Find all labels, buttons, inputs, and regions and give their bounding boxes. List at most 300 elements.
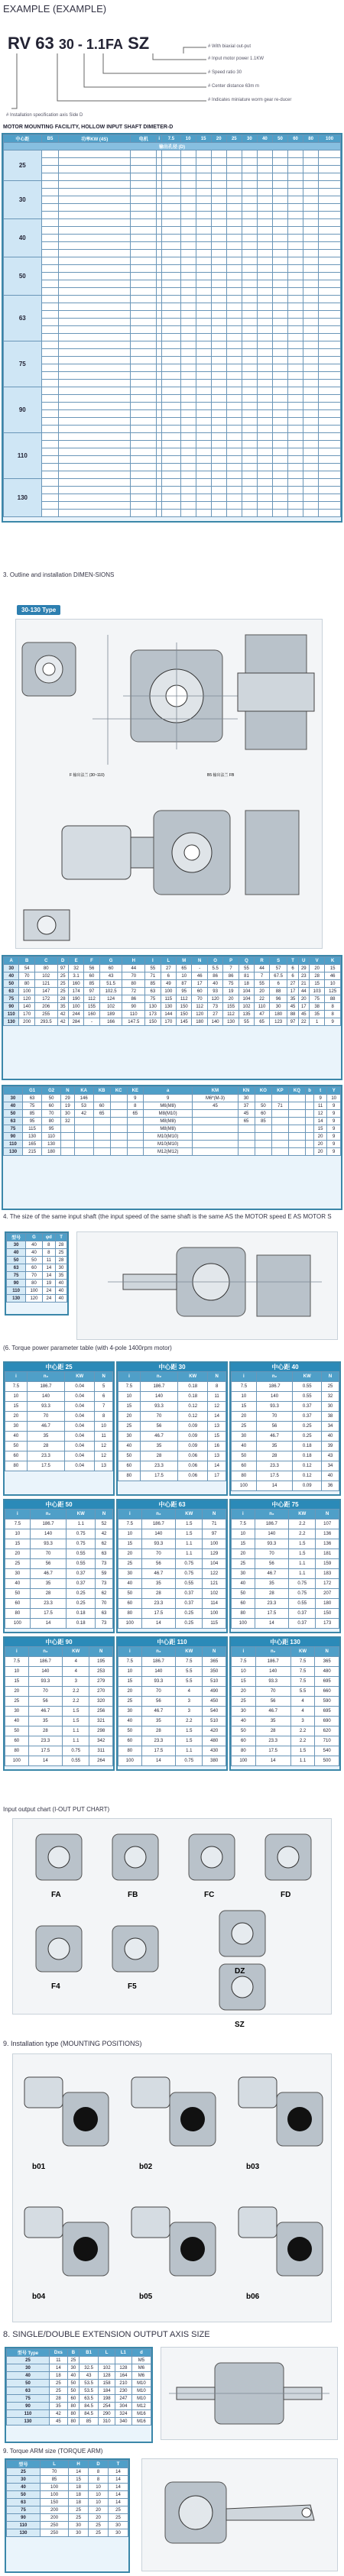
flange-cell: 14 — [313, 1118, 326, 1125]
torque-cell: 450 — [203, 1697, 226, 1707]
dims-cell: 71 — [145, 972, 161, 980]
dims-cell: 190 — [68, 995, 83, 1003]
table-row — [4, 280, 341, 288]
table-row — [5, 1402, 113, 1412]
motor-cell — [59, 196, 131, 204]
dims-cell: 110 — [255, 1003, 270, 1011]
input-cell: 70 — [26, 1272, 42, 1280]
table-row — [118, 1727, 226, 1736]
torque-header-row — [5, 1510, 113, 1519]
motor-cell — [59, 250, 131, 257]
table-row — [4, 510, 341, 517]
motor-cell — [59, 311, 131, 319]
torque-cell: 186.7 — [256, 1382, 293, 1392]
dims-cell: 144 — [161, 1011, 176, 1018]
motor-cell — [211, 510, 226, 517]
motor-cell — [157, 319, 162, 326]
motor-cell — [288, 357, 303, 364]
motor-cell — [157, 418, 162, 426]
torque-cell: 1.1 — [176, 1539, 203, 1549]
motor-cell — [303, 242, 319, 250]
table-row — [4, 235, 341, 242]
table-row — [7, 1249, 67, 1257]
torque-cell: 14 — [30, 1619, 67, 1629]
motor-cell — [257, 426, 272, 433]
table-row — [118, 1579, 226, 1589]
torque-cell: 10 — [5, 1392, 28, 1402]
motor-cell — [288, 319, 303, 326]
motor-cell — [162, 158, 180, 166]
flange-cell: M10(M10) — [143, 1141, 192, 1148]
input-cell: 28 — [56, 1257, 67, 1264]
torque-cell: 46.7 — [255, 1707, 290, 1717]
table-row — [4, 464, 341, 471]
io-chart-drawings — [12, 1818, 332, 2029]
table-row — [7, 1287, 67, 1295]
flange-cell: 165 — [23, 1141, 42, 1148]
torque-cell: 0.75 — [176, 1569, 203, 1579]
torque-cell: 2.2 — [63, 1687, 89, 1697]
motor-cell — [196, 372, 211, 380]
motor-cell — [288, 242, 303, 250]
motor-cell — [272, 326, 287, 334]
arm-cell: 30 — [69, 2522, 89, 2529]
table-row — [4, 403, 341, 410]
ext-cell: 32.5 — [80, 2364, 99, 2372]
torque-header: n₂ — [140, 1372, 177, 1382]
table-row — [7, 2380, 151, 2387]
motor-cell — [272, 212, 287, 219]
torque-cell: 8 — [95, 1412, 113, 1422]
ext-cell: 198 — [99, 2395, 115, 2403]
torque-cell: 279 — [89, 1677, 113, 1687]
motor-cell — [211, 387, 226, 395]
torque-cell: 35 — [27, 1432, 64, 1442]
table-row — [4, 380, 341, 387]
dims-cell: 25 — [57, 972, 68, 980]
torque-cell: 23.3 — [141, 1599, 176, 1609]
torque-cell: 660 — [315, 1687, 339, 1697]
motor-cell — [303, 410, 319, 418]
table-row — [4, 456, 341, 464]
torque-cell: 46.7 — [256, 1432, 293, 1442]
io-label: SZ — [235, 2021, 245, 2029]
motor-cell — [288, 189, 303, 196]
flange-cell: 42 — [74, 1110, 93, 1118]
torque-cell: 0.04 — [65, 1432, 95, 1442]
input-cell: 110 — [7, 1287, 26, 1295]
motor-cell — [131, 471, 157, 479]
motor-cell — [131, 158, 157, 166]
torque-cell: 20 — [118, 1687, 142, 1697]
table-row — [4, 387, 341, 395]
dims-cell: 145 — [177, 1018, 192, 1026]
torque-cell: 140 — [255, 1529, 289, 1539]
arm-cell: 250 — [40, 2529, 68, 2537]
ext-cell: 230 — [115, 2387, 131, 2395]
motor-cell — [180, 471, 196, 479]
motor-cell — [288, 296, 303, 303]
motor-cell — [257, 433, 272, 441]
ext-cell: 84.5 — [80, 2410, 99, 2418]
motor-cell — [211, 288, 226, 296]
table-row — [118, 1736, 226, 1746]
torque-cell: 186.7 — [141, 1519, 176, 1529]
torque-cell: 70 — [28, 1687, 63, 1697]
motor-cell — [242, 257, 257, 265]
torque-cell: 140 — [27, 1392, 64, 1402]
torque-cell: 183 — [316, 1569, 339, 1579]
torque-cell: 46.7 — [255, 1569, 289, 1579]
torque-header-row — [232, 1647, 339, 1657]
flange-cell — [110, 1102, 127, 1110]
torque-cell: 1.1 — [63, 1736, 89, 1746]
torque-header-row — [232, 1372, 339, 1382]
motor-cell — [319, 471, 341, 479]
dims-cell: 40 — [207, 980, 222, 988]
motor-cell — [288, 502, 303, 510]
dims-cell: 93 — [207, 988, 222, 995]
arm-cell: 10 — [89, 2491, 109, 2499]
motor-cell — [180, 173, 196, 181]
motor-center-cell: 110 — [4, 433, 42, 479]
motor-cell — [41, 410, 59, 418]
flange-header-6: KC — [110, 1087, 127, 1095]
table-row — [118, 1471, 226, 1481]
dims-cell: 130 — [161, 1003, 176, 1011]
flange-cell: 9 — [327, 1118, 341, 1125]
torque-cell: 17.5 — [140, 1471, 177, 1481]
flange-cell: 40 — [4, 1102, 23, 1110]
torque-header: n₂ — [141, 1510, 176, 1519]
table-row — [232, 1549, 339, 1559]
torque-block — [229, 1499, 341, 1633]
motor-cell — [162, 448, 180, 456]
flange-cell: 9 — [327, 1125, 341, 1133]
flange-header-7: KE — [127, 1087, 143, 1095]
motor-cell — [180, 418, 196, 426]
motor-cell — [131, 464, 157, 471]
torque-cell: 73 — [96, 1559, 113, 1569]
motor-cell — [242, 196, 257, 204]
torque-cell: 46.7 — [28, 1707, 63, 1717]
torque-cell: 180 — [316, 1599, 339, 1609]
motor-cell — [131, 212, 157, 219]
table-row — [4, 227, 341, 235]
motor-cell — [272, 189, 287, 196]
motor-cell — [226, 418, 242, 426]
dims-cell: 51.5 — [99, 980, 122, 988]
motor-cell — [257, 257, 272, 265]
table-row — [118, 1667, 226, 1677]
motor-cell — [319, 166, 341, 173]
motor-cell — [242, 410, 257, 418]
motor-cell — [180, 364, 196, 372]
motor-cell — [303, 418, 319, 426]
flange-cell — [193, 1125, 238, 1133]
motor-cell — [242, 189, 257, 196]
input-cell: 40 — [56, 1287, 67, 1295]
motor-cell — [319, 433, 341, 441]
dims-cell: 80 — [19, 980, 34, 988]
torque-cell: 2.2 — [290, 1736, 315, 1746]
flange-cell — [238, 1125, 255, 1133]
motor-cell — [319, 280, 341, 288]
torque-header: KW — [63, 1647, 89, 1657]
motor-cell — [157, 471, 162, 479]
dims-cell: 47 — [255, 1011, 270, 1018]
motor-cell — [196, 166, 211, 173]
motor-cell — [288, 326, 303, 334]
table-row — [4, 1003, 341, 1011]
flange-header-0 — [4, 1087, 23, 1095]
motor-cell — [59, 341, 131, 349]
flange-cell: 146 — [74, 1095, 93, 1102]
torque-cell: 342 — [89, 1736, 113, 1746]
flange-cell: 70 — [42, 1110, 61, 1118]
torque-cell: 0.55 — [67, 1559, 96, 1569]
flange-cell — [74, 1133, 93, 1141]
motor-cell — [157, 410, 162, 418]
torque-cell: 0.25 — [293, 1422, 322, 1432]
table-row — [7, 2372, 151, 2380]
ext-cell: M16 — [131, 2410, 151, 2418]
dims-cell: 150 — [177, 1003, 192, 1011]
motor-cell — [157, 372, 162, 380]
torque-header: N — [315, 1647, 339, 1657]
motor-cell — [196, 364, 211, 372]
flange-cell: 9 — [327, 1102, 341, 1110]
dims-cell: 63 — [4, 988, 19, 995]
flange-cell — [306, 1133, 314, 1141]
table-row — [7, 2514, 128, 2522]
input-cell: 8 — [42, 1241, 55, 1249]
flange-cell: 19 — [61, 1102, 74, 1110]
dims-cell: 160 — [84, 1011, 99, 1018]
dims-cell: 10 — [325, 980, 341, 988]
torque-cell: 93.3 — [256, 1402, 293, 1412]
flange-cell — [193, 1141, 238, 1148]
motor-cell — [180, 189, 196, 196]
motor-cell — [242, 319, 257, 326]
motor-cell — [180, 487, 196, 494]
torque-cell: 6 — [95, 1392, 113, 1402]
table-row — [5, 1707, 113, 1717]
input-cell: 28 — [56, 1241, 67, 1249]
motor-cell — [303, 212, 319, 219]
table-row — [4, 1141, 341, 1148]
table-row — [4, 1110, 341, 1118]
motor-cell — [272, 296, 287, 303]
dims-cell: 67.5 — [269, 972, 287, 980]
motor-cell — [180, 204, 196, 212]
dims-cell: 9 — [325, 1018, 341, 1026]
dims-header-11: N — [192, 957, 207, 965]
motor-cell — [226, 166, 242, 173]
motor-cell — [303, 257, 319, 265]
torque-header: KW — [293, 1372, 322, 1382]
table-row — [4, 349, 341, 357]
torque-cell: 30 — [118, 1569, 142, 1579]
table-row — [5, 1392, 113, 1402]
flange-cell — [306, 1141, 314, 1148]
motor-cell — [211, 189, 226, 196]
motor-cell — [319, 303, 341, 311]
motor-cell — [162, 410, 180, 418]
dims-header-14: Q — [239, 957, 254, 965]
motor-cell — [196, 479, 211, 487]
flange-cell: M6*(M-3) — [193, 1095, 238, 1102]
motor-cell — [41, 418, 59, 426]
motor-cell — [288, 395, 303, 403]
table-row — [5, 1727, 113, 1736]
motor-cell — [226, 357, 242, 364]
motor-cell — [196, 349, 211, 357]
motor-cell — [162, 303, 180, 311]
torque-cell: 62 — [96, 1539, 113, 1549]
torque-cell: 1.1 — [289, 1559, 316, 1569]
torque-cell: 5.5 — [176, 1667, 203, 1677]
motor-cell — [162, 296, 180, 303]
motor-cell — [41, 296, 59, 303]
torque-cell: 28 — [255, 1589, 289, 1599]
table-row — [232, 1697, 339, 1707]
dims-cell: 35 — [57, 1003, 68, 1011]
torque-cell: 60 — [232, 1736, 256, 1746]
motor-cell — [257, 242, 272, 250]
motor-cell — [211, 448, 226, 456]
torque-cell: 93.3 — [28, 1677, 63, 1687]
motor-cell — [303, 433, 319, 441]
motor-cell — [272, 403, 287, 410]
table-row — [4, 212, 341, 219]
flange-cell — [272, 1095, 288, 1102]
torque-block-table — [118, 1646, 226, 1766]
caption-flange-2: B5 输出法兰 FB — [207, 773, 235, 778]
dims-header-5: F — [84, 957, 99, 965]
motor-cell — [288, 464, 303, 471]
motor-cell — [257, 403, 272, 410]
dims-header-13: P — [223, 957, 239, 965]
table-row — [118, 1432, 226, 1442]
dims-cell: 75 — [309, 995, 324, 1003]
dims-cell: 15 — [325, 965, 341, 972]
motor-cell — [288, 433, 303, 441]
motor-cell — [288, 250, 303, 257]
dims-cell: 15 — [309, 980, 324, 988]
flange-cell: M8(M8) — [143, 1125, 192, 1133]
flange-cell — [193, 1133, 238, 1141]
ext-cell: 35 — [49, 2403, 67, 2410]
dims-cell: 112 — [177, 995, 192, 1003]
motor-cell — [180, 303, 196, 311]
table-row — [5, 1687, 113, 1697]
ext-cell — [80, 2357, 99, 2364]
ext-cell: 290 — [99, 2410, 115, 2418]
torque-cell: 0.37 — [176, 1589, 203, 1599]
table-row — [232, 1609, 339, 1619]
motor-cell — [180, 510, 196, 517]
torque-cell: 28 — [28, 1727, 63, 1736]
motor-cell — [226, 448, 242, 456]
table-row — [232, 1667, 339, 1677]
motor-cell — [272, 357, 287, 364]
motor-cell — [257, 387, 272, 395]
motor-cell — [226, 387, 242, 395]
motor-cell — [211, 181, 226, 189]
flange-header-1: G1 — [23, 1087, 42, 1095]
torque-cell: 1.1 — [289, 1569, 316, 1579]
torque-cell: 56 — [141, 1559, 176, 1569]
ext-cell: 40 — [7, 2372, 50, 2380]
ext-cell: 45 — [49, 2418, 67, 2426]
motor-cell — [196, 303, 211, 311]
motor-cell — [157, 235, 162, 242]
ext-header-0: 型号 Type — [7, 2349, 50, 2357]
torque-cell: 4 — [290, 1707, 315, 1717]
motor-cell — [303, 357, 319, 364]
motor-cell — [41, 265, 59, 273]
torque-cell: 480 — [203, 1736, 226, 1746]
ext-cell: M10 — [131, 2380, 151, 2387]
torque-cell: 39 — [322, 1442, 339, 1451]
motor-cell — [272, 479, 287, 487]
torque-cell: 129 — [203, 1549, 226, 1559]
dims-cell: 5.5 — [207, 965, 222, 972]
motor-cell — [272, 494, 287, 502]
torque-cell: 0.04 — [65, 1461, 95, 1471]
motor-cell — [162, 502, 180, 510]
motor-cell — [180, 380, 196, 387]
dims-cell: 104 — [239, 995, 254, 1003]
table-row — [4, 196, 341, 204]
motor-cell — [226, 311, 242, 319]
torque-cell: 30 — [232, 1707, 256, 1717]
dims-cell: 244 — [68, 1011, 83, 1018]
torque-cell: 40 — [118, 1442, 141, 1451]
motor-cell — [257, 502, 272, 510]
motor-cell — [211, 372, 226, 380]
arm-cell: 18 — [69, 2499, 89, 2506]
mount-position-b05 — [131, 2207, 216, 2301]
motor-header-13: 60 — [288, 135, 303, 143]
table-row — [4, 487, 341, 494]
torque-cell: 62 — [96, 1589, 113, 1599]
dims-header-16: S — [269, 957, 287, 965]
io-config-f4 — [36, 1926, 82, 1991]
torque-cell: 12 — [95, 1451, 113, 1461]
torque-cell: 20 — [232, 1549, 255, 1559]
dims-cell: - — [84, 1018, 99, 1026]
table-row — [5, 1539, 113, 1549]
flange-cell: 9 — [127, 1095, 143, 1102]
motor-cell — [157, 158, 162, 166]
table-row — [4, 441, 341, 448]
motor-cell — [242, 326, 257, 334]
motor-cell — [319, 150, 341, 158]
motor-cell — [288, 456, 303, 464]
torque-cell: 40 — [5, 1717, 29, 1727]
table-row — [232, 1717, 339, 1727]
dims-cell: 75 — [4, 995, 19, 1003]
motor-cell — [41, 219, 59, 227]
motor-cell — [226, 319, 242, 326]
motor-cell — [242, 150, 257, 158]
motor-cell — [157, 349, 162, 357]
motor-cell — [303, 280, 319, 288]
motor-cell — [319, 227, 341, 235]
motor-cell — [196, 395, 211, 403]
